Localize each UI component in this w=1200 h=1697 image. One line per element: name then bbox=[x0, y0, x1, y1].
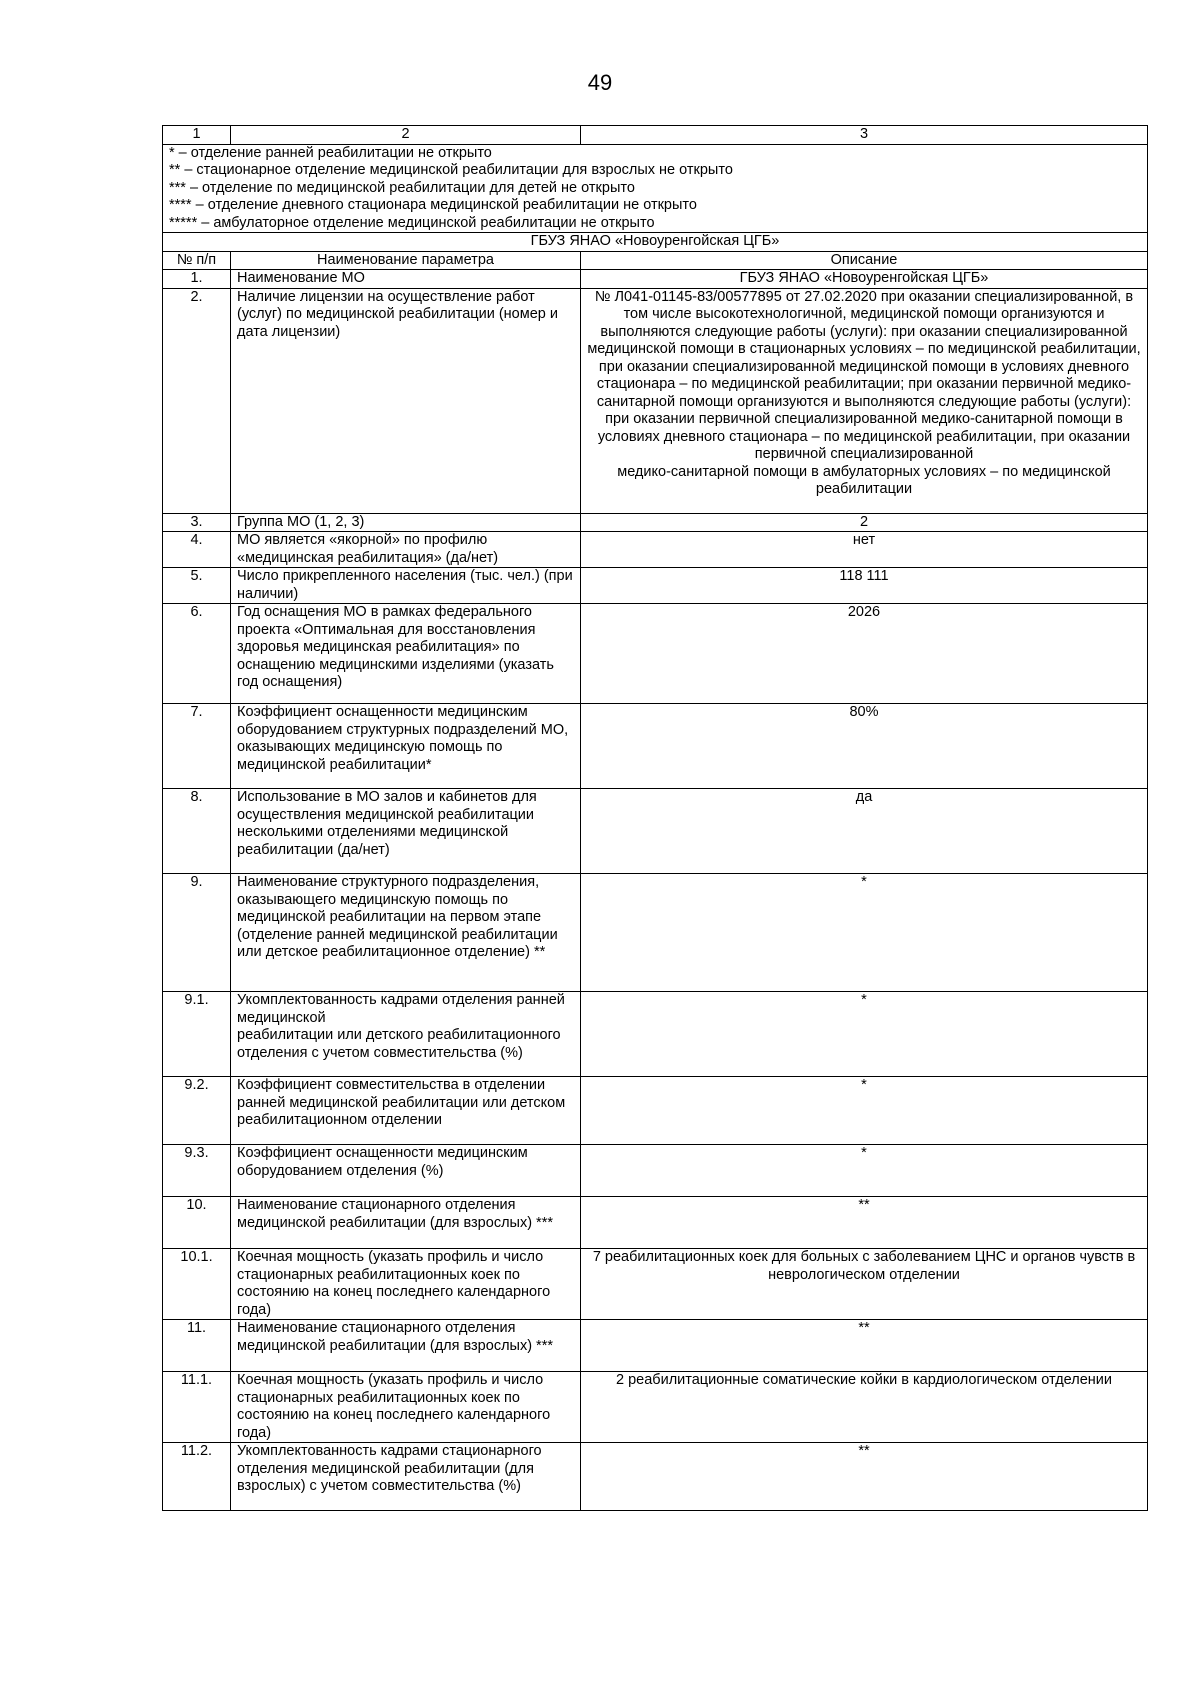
row-description: * bbox=[581, 1145, 1148, 1197]
row-number: 5. bbox=[163, 568, 231, 604]
table-header-row bbox=[163, 251, 1148, 270]
row-number: 9.3. bbox=[163, 1145, 231, 1197]
row-description: * bbox=[581, 1077, 1148, 1145]
table-row bbox=[163, 789, 1148, 874]
footnote: ***** – амбулаторное отделение медицинской реабилитации не открыто bbox=[169, 214, 655, 231]
row-description: ** bbox=[581, 1320, 1148, 1372]
row-description: 118 111 bbox=[581, 568, 1148, 604]
table-row bbox=[163, 704, 1148, 789]
row-number: 1. bbox=[163, 270, 231, 289]
row-number: 7. bbox=[163, 704, 231, 789]
row-number: 8. bbox=[163, 789, 231, 874]
row-parameter: Наименование стационарного отделения медицинской реабилитации (для взрослых) *** bbox=[231, 1197, 581, 1249]
rehab-parameters-table bbox=[162, 125, 1148, 1511]
row-description: * bbox=[581, 992, 1148, 1077]
header-parameter: Наименование параметра bbox=[231, 251, 581, 270]
row-parameter: Наименование структурного подразделения, оказывающего медицинскую помощь по медицинской реабилитации на первом этапе (отделение ранней медицинской реабилитации или детское реабилитационное отделение) ** bbox=[231, 874, 581, 992]
column-number-row bbox=[163, 126, 1148, 145]
table-row bbox=[163, 288, 1148, 513]
footnote: *** – отделение по медицинской реабилитации для детей не открыто bbox=[169, 179, 635, 196]
table-row bbox=[163, 270, 1148, 289]
section-title-row bbox=[163, 233, 1148, 252]
row-parameter: Наименование стационарного отделения медицинской реабилитации (для взрослых) *** bbox=[231, 1320, 581, 1372]
footnote: * – отделение ранней реабилитации не открыто bbox=[169, 144, 492, 161]
row-parameter: Год оснащения МО в рамках федерального проекта «Оптимальная для восстановления здоровья медицинская реабилитация» по оснащению медицинскими изделиями (указать год оснащения) bbox=[231, 604, 581, 704]
row-description: 2 реабилитационные соматические койки в кардиологическом отделении bbox=[581, 1372, 1148, 1443]
row-parameter: МО является «якорной» по профилю «медицинская реабилитация» (да/нет) bbox=[231, 532, 581, 568]
page-number: 49 bbox=[587, 70, 613, 95]
row-parameter: Наименование МО bbox=[231, 270, 581, 289]
row-description: 2 bbox=[581, 513, 1148, 532]
row-number: 2. bbox=[163, 288, 231, 513]
table-row bbox=[163, 1372, 1148, 1443]
table-row bbox=[163, 992, 1148, 1077]
row-parameter: Коечная мощность (указать профиль и число стационарных реабилитационных коек по состоянию на конец последнего календарного года) bbox=[231, 1249, 581, 1320]
row-description: * bbox=[581, 874, 1148, 992]
column-number-3: 3 bbox=[581, 126, 1148, 145]
row-parameter: Коэффициент совместительства в отделении ранней медицинской реабилитации или детском реабилитационном отделении bbox=[231, 1077, 581, 1145]
table-row bbox=[163, 513, 1148, 532]
row-number: 10.1. bbox=[163, 1249, 231, 1320]
header-number: № п/п bbox=[163, 251, 231, 270]
row-parameter: Укомплектованность кадрами стационарного отделения медицинской реабилитации (для взрослых) с учетом совместительства (%) bbox=[231, 1443, 581, 1511]
footnotes-row bbox=[163, 144, 1148, 233]
table-row bbox=[163, 1145, 1148, 1197]
section-title: ГБУЗ ЯНАО «Новоуренгойская ЦГБ» bbox=[163, 233, 1148, 252]
row-description: нет bbox=[581, 532, 1148, 568]
row-parameter: Коечная мощность (указать профиль и число стационарных реабилитационных коек по состоянию на конец последнего календарного года) bbox=[231, 1372, 581, 1443]
row-description: ** bbox=[581, 1197, 1148, 1249]
footnotes-cell bbox=[163, 144, 1148, 233]
row-parameter: Число прикрепленного населения (тыс. чел.) (при наличии) bbox=[231, 568, 581, 604]
header-description: Описание bbox=[581, 251, 1148, 270]
footnote: ** – стационарное отделение медицинской реабилитации для взрослых не открыто bbox=[169, 162, 733, 178]
row-number: 9. bbox=[163, 874, 231, 992]
row-parameter: Наличие лицензии на осуществление работ (услуг) по медицинской реабилитации (номер и дата лицензии) bbox=[231, 288, 581, 513]
row-parameter: Использование в МО залов и кабинетов для осуществления медицинской реабилитации несколькими отделениями медицинской реабилитации (да/нет) bbox=[231, 789, 581, 874]
row-description: ГБУЗ ЯНАО «Новоуренгойская ЦГБ» bbox=[581, 270, 1148, 289]
column-number-2: 2 bbox=[231, 126, 581, 145]
row-number: 4. bbox=[163, 532, 231, 568]
row-description: 2026 bbox=[581, 604, 1148, 704]
row-description: да bbox=[581, 789, 1148, 874]
table-row bbox=[163, 604, 1148, 704]
row-parameter: Коэффициент оснащенности медицинским оборудованием структурных подразделений МО, оказывающих медицинскую помощь по медицинской реабилитации* bbox=[231, 704, 581, 789]
row-parameter: Группа МО (1, 2, 3) bbox=[231, 513, 581, 532]
row-number: 3. bbox=[163, 513, 231, 532]
table-row bbox=[163, 532, 1148, 568]
row-parameter: Укомплектованность кадрами отделения ранней медицинской реабилитации или детского реабилитационного отделения с учетом совместительства (%) bbox=[231, 992, 581, 1077]
row-number: 11. bbox=[163, 1320, 231, 1372]
table-row bbox=[163, 1197, 1148, 1249]
table-row bbox=[163, 568, 1148, 604]
row-description: 7 реабилитационных коек для больных с заболеванием ЦНС и органов чувств в неврологическом отделении bbox=[581, 1249, 1148, 1320]
row-parameter: Коэффициент оснащенности медицинским оборудованием отделения (%) bbox=[231, 1145, 581, 1197]
row-number: 6. bbox=[163, 604, 231, 704]
row-description: № Л041-01145-83/00577895 от 27.02.2020 при оказании специализированной, в том числе высокотехнологичной, медицинской помощи организуются и выполняются следующие работы (услуги): при оказании специализированной медицинской помощи в стационарных условиях – по медицинской реабилитации, при оказании специализированной медицинской помощи в условиях дневного стационара – по медицинской реабилитации; при оказании первичной медико-санитарной помощи организуются и выполняются следующие работы (услуги): при оказании первичной специализированной медико-санитарной помощи в условиях дневного стационара – по медицинской реабилитации, при оказании первичной специализированной медико-санитарной помощи в амбулаторных условиях – по медицинской реабилитации bbox=[581, 288, 1148, 513]
row-number: 11.1. bbox=[163, 1372, 231, 1443]
row-number: 11.2. bbox=[163, 1443, 231, 1511]
table-row bbox=[163, 874, 1148, 992]
row-description: 80% bbox=[581, 704, 1148, 789]
row-number: 9.1. bbox=[163, 992, 231, 1077]
row-number: 9.2. bbox=[163, 1077, 231, 1145]
footnote: **** – отделение дневного стационара медицинской реабилитации не открыто bbox=[169, 197, 697, 213]
table-row bbox=[163, 1249, 1148, 1320]
table-row bbox=[163, 1443, 1148, 1511]
row-description: ** bbox=[581, 1443, 1148, 1511]
column-number-1: 1 bbox=[163, 126, 231, 145]
row-number: 10. bbox=[163, 1197, 231, 1249]
table-row bbox=[163, 1077, 1148, 1145]
table-row bbox=[163, 1320, 1148, 1372]
